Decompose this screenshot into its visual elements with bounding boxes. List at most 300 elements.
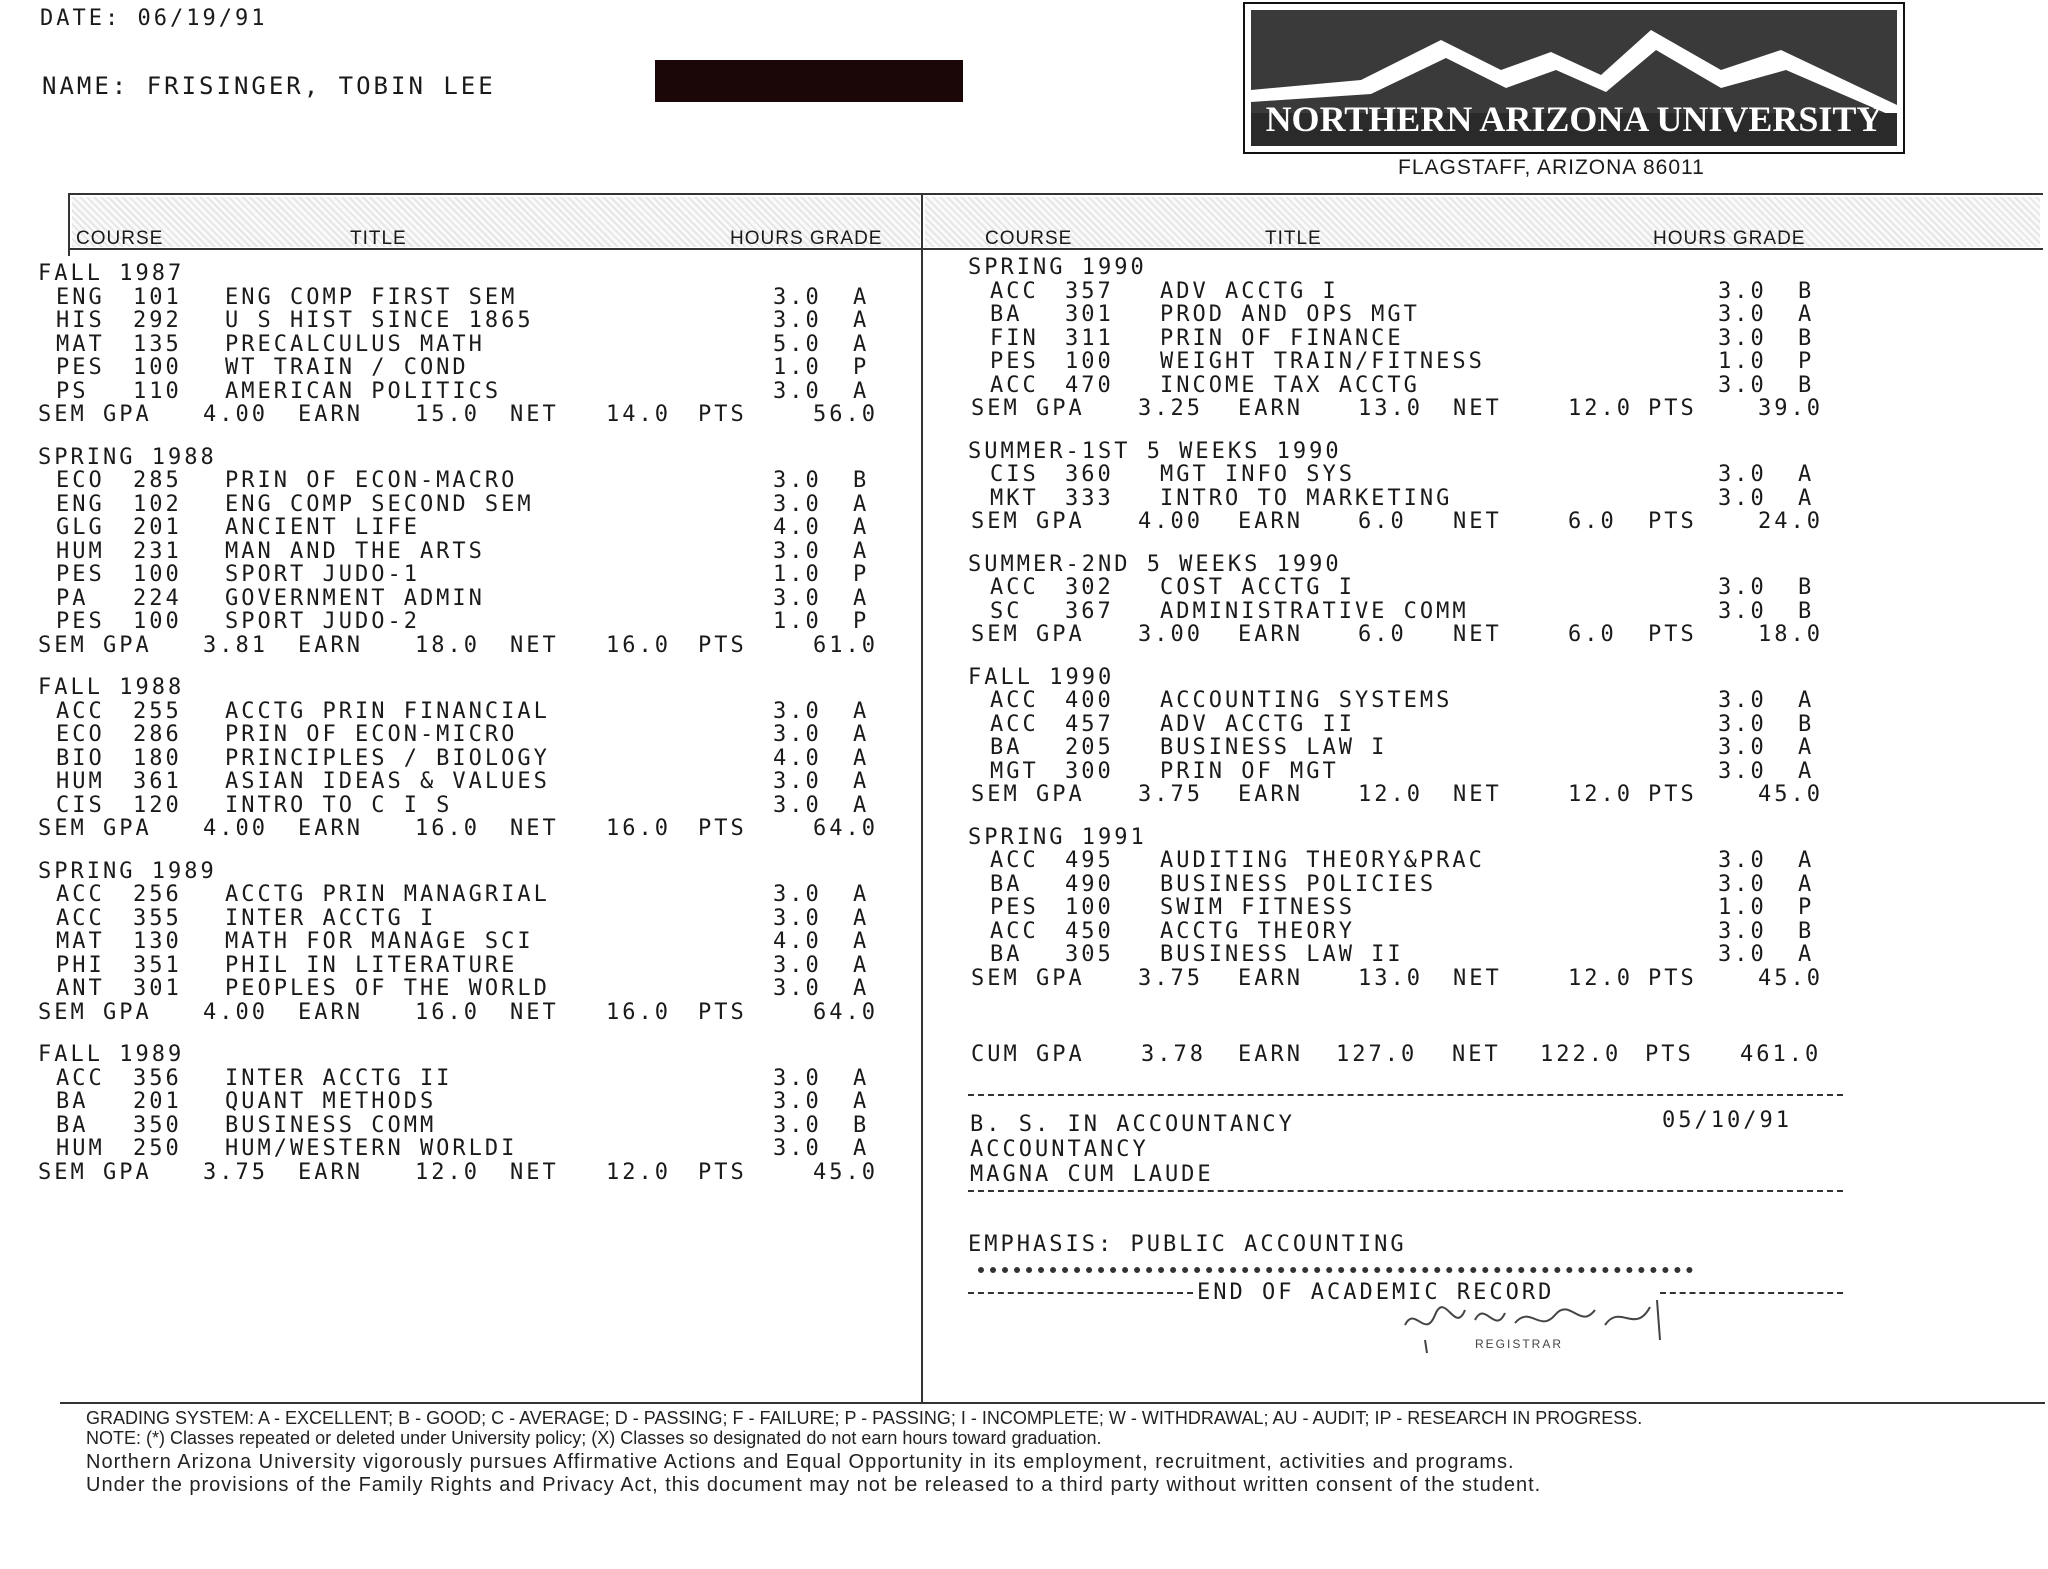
course-number: 400 <box>1065 688 1114 713</box>
course-number: 201 <box>133 1089 182 1114</box>
course-number: 110 <box>133 378 182 404</box>
sem-pts-value: 39.0 <box>1758 396 1823 421</box>
course-title: ACCOUNTING SYSTEMS <box>1160 688 1453 713</box>
sem-net-value: 12.0 <box>1568 965 1633 991</box>
course-dept: MGT <box>990 758 1039 784</box>
sem-pts-value: 45.0 <box>1758 782 1823 807</box>
course-dept: PA <box>56 585 89 611</box>
course-row <box>968 896 1968 920</box>
sem-pts-label: PTS <box>1648 622 1697 647</box>
sem-net-label: NET <box>510 816 559 841</box>
term-title: SPRING 1991 <box>968 824 1147 850</box>
name-line <box>42 72 496 100</box>
course-title: SPORT JUDO-2 <box>225 609 420 634</box>
course-row <box>38 610 918 634</box>
term-gap <box>38 427 918 446</box>
course-row <box>38 356 918 380</box>
sem-gpa-label: SEM GPA <box>971 509 1085 534</box>
course-grade: B <box>1798 372 1815 398</box>
course-title: PRIN OF ECON-MICRO <box>225 722 518 747</box>
eeo-statement: Northern Arizona University vigorously pursues Affirmative Actions and Equal Opportunity in its employment, recruitment, activities and programs. <box>86 1451 1515 1473</box>
course-row <box>968 600 1968 624</box>
redaction-box <box>655 60 963 102</box>
course-hours: 1.0 <box>773 355 822 380</box>
course-dept: ACC <box>56 1065 105 1091</box>
course-number: 102 <box>133 491 182 517</box>
course-hours: 3.0 <box>773 468 822 493</box>
course-title: ADMINISTRATIVE COMM <box>1160 598 1469 624</box>
sem-pts-label: PTS <box>698 402 747 427</box>
course-title: BUSINESS LAW I <box>1160 735 1388 760</box>
course-grade: A <box>853 331 870 357</box>
course-grade: B <box>1798 598 1815 624</box>
course-grade: A <box>853 769 870 794</box>
course-row <box>968 463 1968 487</box>
course-number: 205 <box>1065 735 1114 760</box>
course-grade: A <box>853 905 870 931</box>
course-row <box>38 977 918 1001</box>
course-hours: 3.0 <box>773 905 822 931</box>
course-number: 300 <box>1065 758 1114 784</box>
course-row <box>38 723 918 747</box>
course-row <box>38 930 918 954</box>
sem-earn-value: 12.0 <box>1358 782 1423 807</box>
course-grade: B <box>853 1112 870 1138</box>
course-dept: HIS <box>56 308 105 333</box>
course-dept: BA <box>990 735 1023 760</box>
degree-rule-top <box>968 1094 1843 1096</box>
course-dept: HUM <box>56 538 105 564</box>
sem-earn-label: EARN <box>1238 509 1303 534</box>
course-grade: B <box>1798 575 1815 600</box>
end-of-record: END OF ACADEMIC RECORD <box>1197 1280 1555 1305</box>
course-title: MGT INFO SYS <box>1160 462 1355 487</box>
course-dept: ANT <box>56 976 105 1001</box>
course-title: ACCTG PRIN FINANCIAL <box>225 698 550 724</box>
course-dept: SC <box>990 598 1023 624</box>
sem-gpa-label: SEM GPA <box>38 816 152 841</box>
sem-net-label: NET <box>510 402 559 427</box>
sem-earn-value: 18.0 <box>415 632 480 658</box>
course-row <box>968 280 1968 304</box>
course-row <box>968 713 1968 737</box>
course-dept: PES <box>990 349 1039 374</box>
sem-gpa-label: SEM GPA <box>971 965 1085 991</box>
course-row <box>968 303 1968 327</box>
sem-net-value: 12.0 <box>1568 782 1633 807</box>
sem-net-value: 16.0 <box>606 632 671 658</box>
sem-earn-value: 13.0 <box>1358 965 1423 991</box>
course-row <box>38 954 918 978</box>
transcript-left-column <box>38 262 918 1184</box>
sem-earn-label: EARN <box>298 999 363 1025</box>
course-grade: A <box>853 698 870 724</box>
course-title: MATH FOR MANAGE SCI <box>225 929 534 954</box>
date-value: 06/19/91 <box>137 6 268 31</box>
course-grade: B <box>1798 325 1815 351</box>
course-dept: CIS <box>990 462 1039 487</box>
sem-earn-value: 15.0 <box>415 402 480 427</box>
course-title: INTER ACCTG I <box>225 905 437 931</box>
sem-gpa-value: 3.81 <box>203 632 268 658</box>
sem-net-label: NET <box>1453 396 1502 421</box>
course-grade: A <box>1798 462 1815 487</box>
course-row <box>968 943 1968 967</box>
sem-pts-label: PTS <box>698 816 747 841</box>
cum-gpa-label: CUM GPA <box>971 1042 1085 1067</box>
registrar-label: REGISTRAR <box>1475 1337 1564 1351</box>
cum-pts-label: PTS <box>1645 1042 1694 1067</box>
course-row <box>38 794 918 818</box>
course-row <box>38 469 918 493</box>
sem-gpa-value: 4.00 <box>203 816 268 841</box>
course-row <box>968 689 1968 713</box>
course-row <box>38 747 918 771</box>
course-row <box>38 380 918 404</box>
course-grade: A <box>853 538 870 564</box>
semester-gpa-row <box>968 623 1968 647</box>
semester-gpa-row <box>38 817 918 841</box>
term-title: FALL 1987 <box>38 261 185 286</box>
course-number: 180 <box>133 745 182 771</box>
course-grade: P <box>1798 349 1815 374</box>
student-name: FRISINGER, TOBIN LEE <box>146 72 496 100</box>
sem-gpa-label: SEM GPA <box>38 632 152 658</box>
sem-gpa-value: 3.75 <box>203 1159 268 1185</box>
degree-rule-bottom <box>968 1190 1843 1192</box>
course-number: 100 <box>1065 895 1114 920</box>
course-grade: A <box>853 792 870 818</box>
course-number: 301 <box>133 976 182 1001</box>
sem-earn-label: EARN <box>298 632 363 658</box>
course-grade: A <box>853 284 870 310</box>
semester-gpa-row <box>38 634 918 658</box>
sem-net-value: 6.0 <box>1568 622 1617 647</box>
course-title: PRIN OF MGT <box>1160 758 1339 784</box>
course-dept: PES <box>56 562 105 587</box>
course-grade: A <box>1798 485 1815 511</box>
course-dept: BA <box>990 942 1023 967</box>
sem-earn-label: EARN <box>298 402 363 427</box>
course-grade: A <box>1798 942 1815 967</box>
course-hours: 3.0 <box>773 976 822 1001</box>
course-row <box>968 849 1968 873</box>
course-number: 120 <box>133 792 182 818</box>
term-gap <box>38 1024 918 1043</box>
course-hours: 3.0 <box>1718 575 1767 600</box>
sem-net-value: 14.0 <box>606 402 671 427</box>
course-hours: 3.0 <box>773 792 822 818</box>
course-grade: A <box>853 378 870 404</box>
course-dept: ACC <box>990 688 1039 713</box>
course-hours: 3.0 <box>1718 735 1767 760</box>
course-number: 360 <box>1065 462 1114 487</box>
grading-system: GRADING SYSTEM: A - EXCELLENT; B - GOOD; C - AVERAGE; D - PASSING; F - FAILURE; P - PASSING; I - INCOMPLETE; W - WITHDRAWAL; AU - AUDIT; IP - RESEARCH IN PROGRESS. <box>86 1408 1643 1428</box>
emphasis-line: EMPHASIS: PUBLIC ACCOUNTING <box>968 1232 1407 1257</box>
course-number: 351 <box>133 952 182 978</box>
course-title: PROD AND OPS MGT <box>1160 302 1420 327</box>
term-gap <box>38 841 918 860</box>
course-hours: 3.0 <box>1718 711 1767 737</box>
semester-gpa-row <box>38 1161 918 1185</box>
sem-earn-label: EARN <box>1238 396 1303 421</box>
course-title: WEIGHT TRAIN/FITNESS <box>1160 349 1485 374</box>
sem-pts-value: 18.0 <box>1758 622 1823 647</box>
term-gap <box>968 534 1968 553</box>
course-dept: PES <box>56 355 105 380</box>
dotted-separator <box>978 1267 1693 1273</box>
course-dept: ACC <box>990 918 1039 944</box>
course-dept: ACC <box>56 882 105 907</box>
course-number: 101 <box>133 284 182 310</box>
course-grade: B <box>1798 918 1815 944</box>
course-grade: A <box>853 1089 870 1114</box>
course-grade: A <box>853 1065 870 1091</box>
course-hours: 1.0 <box>1718 895 1767 920</box>
course-row <box>968 576 1968 600</box>
university-logo <box>1243 2 1905 154</box>
course-row <box>968 920 1968 944</box>
course-hours: 3.0 <box>1718 871 1767 897</box>
sem-net-value: 12.0 <box>606 1159 671 1185</box>
sem-net-value: 16.0 <box>606 999 671 1025</box>
date-line <box>40 6 267 31</box>
course-dept: ENG <box>56 284 105 310</box>
course-hours: 3.0 <box>773 769 822 794</box>
course-grade: A <box>853 976 870 1001</box>
course-hours: 3.0 <box>773 1112 822 1138</box>
course-title: WT TRAIN / COND <box>225 355 469 380</box>
course-title: PRIN OF ECON-MACRO <box>225 468 518 493</box>
course-number: 361 <box>133 769 182 794</box>
sem-earn-value: 13.0 <box>1358 396 1423 421</box>
course-title: AMERICAN POLITICS <box>225 378 502 404</box>
course-dept: BA <box>990 302 1023 327</box>
sem-pts-value: 56.0 <box>813 402 878 427</box>
course-hours: 3.0 <box>773 308 822 333</box>
course-number: 100 <box>1065 349 1114 374</box>
course-hours: 5.0 <box>773 331 822 357</box>
header-band-right <box>925 197 2040 247</box>
course-hours: 3.0 <box>773 1136 822 1161</box>
course-number: 231 <box>133 538 182 564</box>
course-title: PRINCIPLES / BIOLOGY <box>225 745 550 771</box>
course-dept: BA <box>56 1089 89 1114</box>
course-row <box>968 350 1968 374</box>
course-hours: 1.0 <box>773 609 822 634</box>
course-number: 357 <box>1065 278 1114 304</box>
course-row <box>968 374 1968 398</box>
course-hours: 3.0 <box>1718 688 1767 713</box>
term-title: FALL 1988 <box>38 675 185 700</box>
course-grade: B <box>1798 278 1815 304</box>
course-dept: PHI <box>56 952 105 978</box>
sem-pts-label: PTS <box>698 999 747 1025</box>
course-dept: ACC <box>990 575 1039 600</box>
course-dept: MKT <box>990 485 1039 511</box>
course-number: 256 <box>133 882 182 907</box>
sem-net-value: 6.0 <box>1568 509 1617 534</box>
course-title: SPORT JUDO-1 <box>225 562 420 587</box>
footer-note: NOTE: (*) Classes repeated or deleted under University policy; (X) Classes so designated do not earn hours toward graduation. <box>86 1428 1102 1448</box>
course-title: COST ACCTG I <box>1160 575 1355 600</box>
course-grade: P <box>1798 895 1815 920</box>
course-dept: ECO <box>56 468 105 493</box>
degree-honors: MAGNA CUM LAUDE <box>970 1162 1214 1187</box>
course-hours: 1.0 <box>773 562 822 587</box>
course-row <box>38 540 918 564</box>
table-border-top <box>68 193 2043 195</box>
cum-earn-label: EARN <box>1238 1042 1303 1067</box>
course-row <box>38 700 918 724</box>
course-number: 355 <box>133 905 182 931</box>
university-city: FLAGSTAFF, ARIZONA 86011 <box>1398 156 1705 179</box>
university-name: NORTHERN ARIZONA UNIVERSITY <box>1265 99 1883 139</box>
course-grade: A <box>1798 871 1815 897</box>
course-hours: 3.0 <box>773 284 822 310</box>
degree-major: ACCOUNTANCY <box>970 1137 1149 1162</box>
course-hours: 4.0 <box>773 745 822 771</box>
course-number: 495 <box>1065 848 1114 873</box>
term-title: SPRING 1989 <box>38 858 217 884</box>
course-title: ADV ACCTG II <box>1160 711 1355 737</box>
course-number: 302 <box>1065 575 1114 600</box>
course-row <box>38 907 918 931</box>
course-grade: A <box>1798 848 1815 873</box>
course-title: AUDITING THEORY&PRAC <box>1160 848 1485 873</box>
course-hours: 3.0 <box>1718 598 1767 624</box>
course-hours: 3.0 <box>1718 325 1767 351</box>
col-header-hours-grade-right: HOURS GRADE <box>1653 228 1806 249</box>
course-hours: 3.0 <box>773 585 822 611</box>
course-grade: B <box>1798 711 1815 737</box>
course-dept: GLG <box>56 515 105 540</box>
course-hours: 3.0 <box>773 698 822 724</box>
column-divider <box>921 193 923 1403</box>
course-title: INCOME TAX ACCTG <box>1160 372 1420 398</box>
course-number: 356 <box>133 1065 182 1091</box>
course-grade: B <box>853 468 870 493</box>
sem-gpa-value: 4.00 <box>1138 509 1203 534</box>
sem-pts-label: PTS <box>1648 965 1697 991</box>
sem-pts-value: 45.0 <box>813 1159 878 1185</box>
course-hours: 4.0 <box>773 515 822 540</box>
course-grade: A <box>853 1136 870 1161</box>
course-number: 457 <box>1065 711 1114 737</box>
course-dept: ACC <box>990 278 1039 304</box>
term-title: FALL 1990 <box>968 664 1115 690</box>
course-grade: A <box>1798 735 1815 760</box>
course-grade: A <box>853 745 870 771</box>
col-header-title-right: TITLE <box>1265 228 1322 249</box>
course-title: U S HIST SINCE 1865 <box>225 308 534 333</box>
sem-pts-label: PTS <box>1648 782 1697 807</box>
course-title: PRIN OF FINANCE <box>1160 325 1404 351</box>
course-number: 285 <box>133 468 182 493</box>
course-title: BUSINESS LAW II <box>1160 942 1404 967</box>
course-grade: A <box>853 722 870 747</box>
term-title: SPRING 1988 <box>38 444 217 470</box>
term-title: FALL 1989 <box>38 1042 185 1067</box>
course-grade: P <box>853 609 870 634</box>
course-grade: A <box>853 882 870 907</box>
sem-net-label: NET <box>1453 782 1502 807</box>
course-grade: A <box>1798 758 1815 784</box>
course-dept: BIO <box>56 745 105 771</box>
sem-pts-value: 45.0 <box>1758 965 1823 991</box>
course-title: PRECALCULUS MATH <box>225 331 485 357</box>
transcript-right-column <box>968 256 1968 990</box>
term-gap <box>38 657 918 676</box>
sem-pts-label: PTS <box>1648 396 1697 421</box>
course-hours: 3.0 <box>773 538 822 564</box>
course-title: INTRO TO C I S <box>225 792 453 818</box>
course-grade: P <box>853 355 870 380</box>
course-hours: 3.0 <box>773 882 822 907</box>
course-number: 201 <box>133 515 182 540</box>
footer-rule <box>60 1402 2045 1404</box>
semester-gpa-row <box>968 783 1968 807</box>
course-title: QUANT METHODS <box>225 1089 437 1114</box>
course-number: 305 <box>1065 942 1114 967</box>
course-dept: ACC <box>990 372 1039 398</box>
cum-gpa-value: 3.78 <box>1141 1042 1206 1067</box>
cum-net-label: NET <box>1452 1042 1501 1067</box>
date-label: DATE: <box>40 6 122 31</box>
course-hours: 3.0 <box>773 952 822 978</box>
term-gap <box>968 421 1968 440</box>
sem-earn-label: EARN <box>1238 782 1303 807</box>
course-hours: 3.0 <box>773 491 822 517</box>
course-title: PEOPLES OF THE WORLD <box>225 976 550 1001</box>
sem-net-value: 12.0 <box>1568 396 1633 421</box>
course-dept: FIN <box>990 325 1039 351</box>
course-number: 100 <box>133 562 182 587</box>
sem-earn-label: EARN <box>1238 622 1303 647</box>
sem-gpa-value: 4.00 <box>203 402 268 427</box>
course-row <box>38 309 918 333</box>
sem-pts-label: PTS <box>698 1159 747 1185</box>
course-hours: 3.0 <box>1718 918 1767 944</box>
course-number: 250 <box>133 1136 182 1161</box>
sem-gpa-label: SEM GPA <box>971 622 1085 647</box>
ferpa-statement: Under the provisions of the Family Rights and Privacy Act, this document may not be released to a third party without written consent of the student. <box>86 1474 1542 1496</box>
course-number: 286 <box>133 722 182 747</box>
course-title: ANCIENT LIFE <box>225 515 420 540</box>
course-number: 470 <box>1065 372 1114 398</box>
sem-earn-value: 16.0 <box>415 999 480 1025</box>
course-grade: A <box>853 491 870 517</box>
course-row <box>38 1090 918 1114</box>
sem-pts-value: 64.0 <box>813 816 878 841</box>
sem-pts-value: 61.0 <box>813 632 878 658</box>
course-number: 490 <box>1065 871 1114 897</box>
course-title: INTRO TO MARKETING <box>1160 485 1453 511</box>
course-hours: 3.0 <box>773 1065 822 1091</box>
sem-gpa-value: 3.75 <box>1138 782 1203 807</box>
course-row <box>38 1114 918 1138</box>
cum-net-value: 122.0 <box>1540 1042 1622 1067</box>
course-number: 311 <box>1065 325 1114 351</box>
term-title: SUMMER-1ST 5 WEEKS 1990 <box>968 438 1342 464</box>
course-row <box>38 770 918 794</box>
table-border-left <box>68 193 70 256</box>
course-dept: PES <box>56 609 105 634</box>
course-row <box>38 493 918 517</box>
sem-gpa-label: SEM GPA <box>971 396 1085 421</box>
col-header-course-left: COURSE <box>76 228 164 249</box>
course-hours: 3.0 <box>1718 278 1767 304</box>
